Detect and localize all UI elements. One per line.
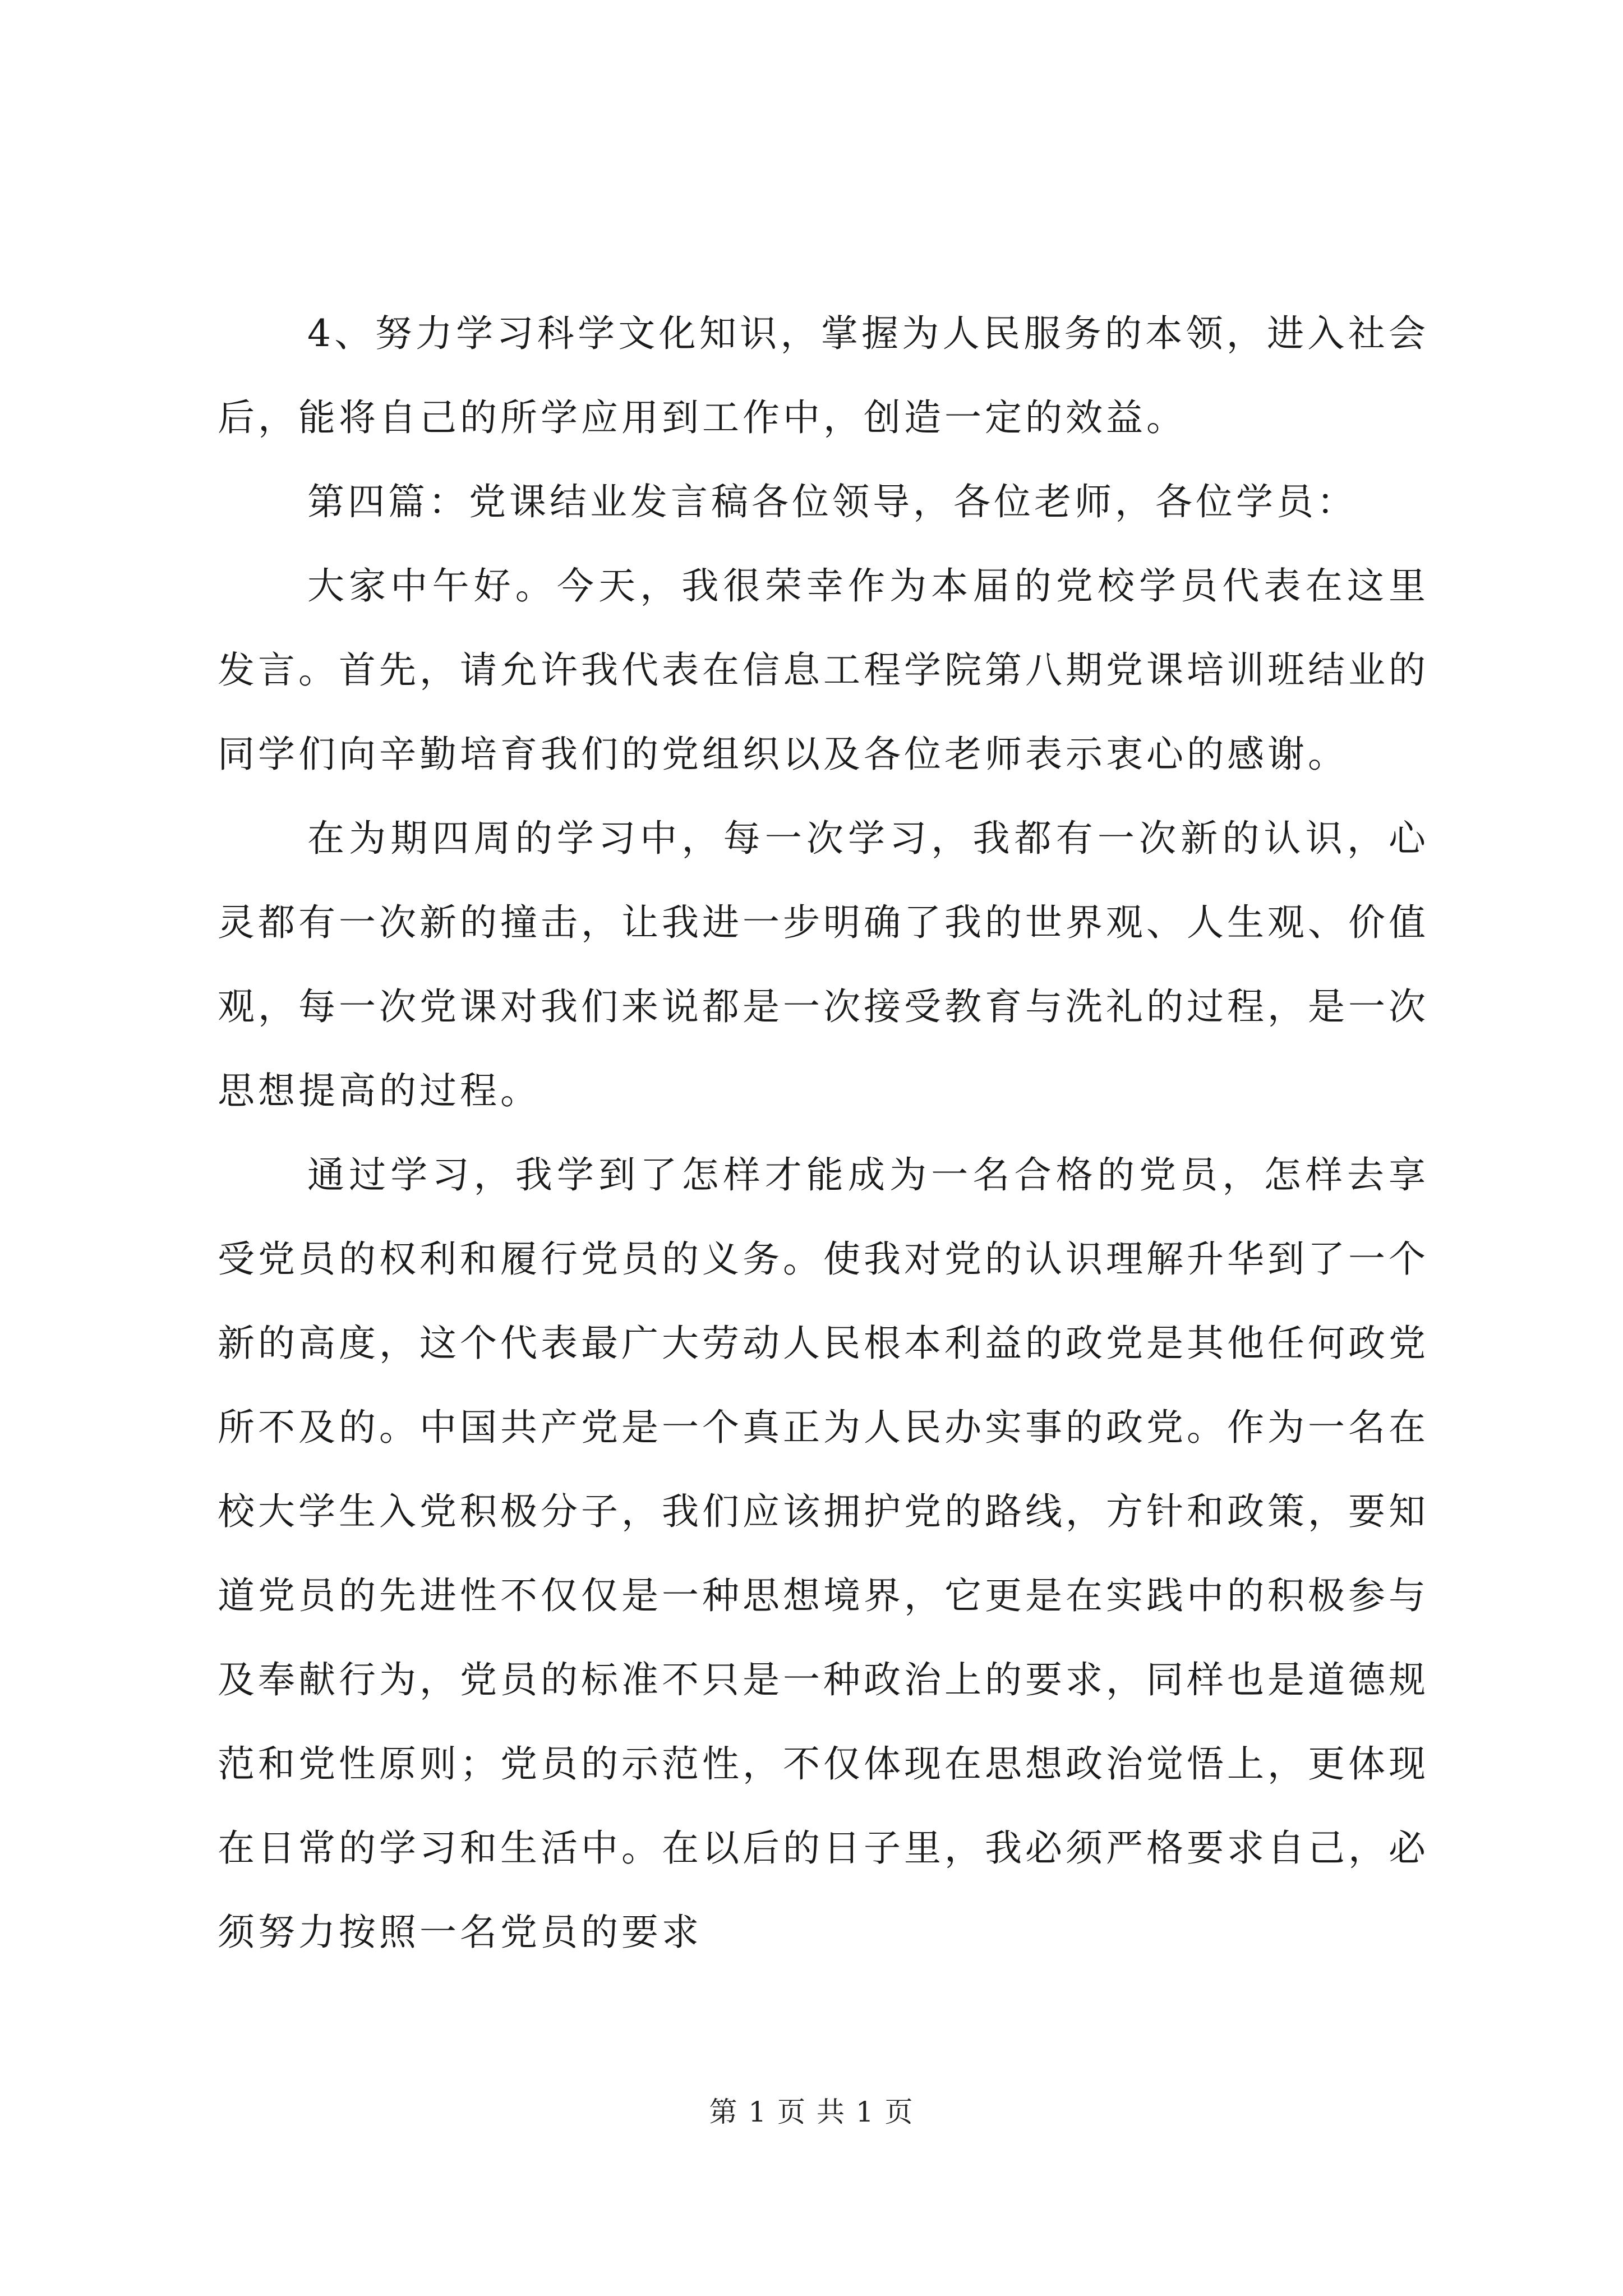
paragraph-greeting: 大家中午好。今天，我很荣幸作为本届的党校学员代表在这里发言。首先，请允许我代表在信息工程学院第八期党课培训班结业的同学们向辛勤培育我们的党组织以及各位老师表示衷心的感谢。 [218, 564, 1429, 776]
paragraph-learning-outcome: 通过学习，我学到了怎样才能成为一名合格的党员，怎样去享受党员的权利和履行党员的义务。使我对党的认识理解升华到了一个新的高度，这个代表最广大劳动人民根本利益的政党是其他任何政党所不及的。中国共产党是一个真正为人民办实事的政党。作为一名在校大学生入党积极分子，我们应该拥护党的路线，方针和政策，要知道党员的先进性不仅仅是一种思想境界，它更是在实践中的积极参与及奉献行为，党员的标准不只是一种政治上的要求，同样也是道德规范和党性原则；党员的示范性，不仅体现在思想政治觉悟上，更体现在日常的学习和生活中。在以后的日子里，我必须严格要求自己，必须努力按照一名党员的要求 [218, 1153, 1429, 1954]
document-body [218, 292, 1429, 1975]
paragraph-four-weeks: 在为期四周的学习中，每一次学习，我都有一次新的认识，心灵都有一次新的撞击，让我进一步明确了我的世界观、人生观、价值观，每一次党课对我们来说都是一次接受教育与洗礼的过程，是一次思想提高的过程。 [218, 817, 1429, 1112]
paragraph-study-goal: 4、努力学习科学文化知识，掌握为人民服务的本领，进入社会后，能将自己的所学应用到工作中，创造一定的效益。 [218, 312, 1429, 439]
paragraph-section-heading: 第四篇：党课结业发言稿各位领导，各位老师，各位学员： [307, 480, 1357, 523]
page-footer: 第 1 页 共 1 页 [709, 2096, 914, 2128]
